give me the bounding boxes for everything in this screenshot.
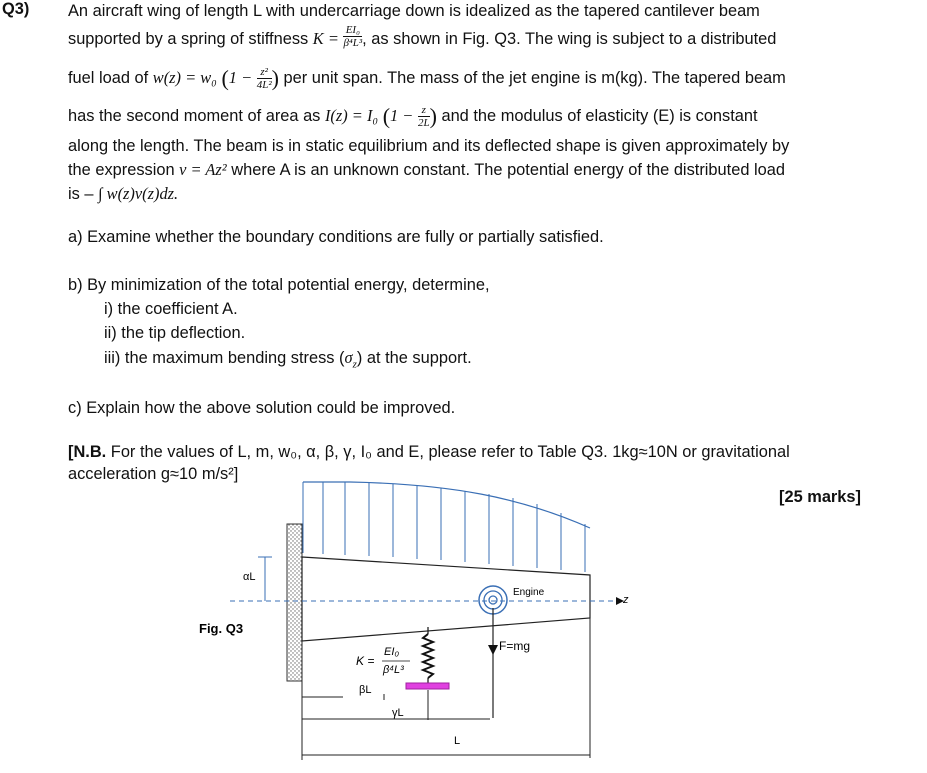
v-expression: v = Az² xyxy=(179,160,227,179)
marks-label: [25 marks] xyxy=(779,488,862,506)
paren-open-2: ( xyxy=(382,103,391,129)
part-b-ii: ii) the tip deflection. xyxy=(104,324,246,342)
question-line-3: fuel load of w(z) = w₀ (1 − $\frac{\text{z²}}{\text{4L²}}$ ) per unit span. The mass of the jet engine is m(kg). The tapered beam xyxy=(68,65,786,92)
tapered-beam xyxy=(302,557,590,641)
sigma-symbol: σ xyxy=(344,348,353,367)
length-label: L xyxy=(454,735,461,747)
k-denominator: β⁴L³ xyxy=(343,37,363,50)
spring-k-denominator: β⁴L³ xyxy=(383,664,404,676)
beta-label: βL xyxy=(359,684,372,696)
k-symbol: K = xyxy=(312,29,339,48)
line3-post: per unit span. The mass of the jet engine is m(kg). The tapered beam xyxy=(283,69,786,87)
part-b: b) By minimization of the total potential energy, determine, xyxy=(68,276,490,294)
part-b-iii-pre: iii) the maximum bending stress ( xyxy=(104,349,345,367)
line6-post: where A is an unknown constant. The potential energy of the distributed load xyxy=(231,161,785,179)
support-spring xyxy=(406,627,449,689)
line4-post: and the modulus of elasticity (E) is constant xyxy=(441,107,758,125)
w-frac-numerator: z² xyxy=(257,66,272,79)
note-line-2: acceleration g≈10 m/s²] xyxy=(68,465,239,483)
gamma-label: γL xyxy=(392,707,404,719)
note-body: For the values of L, m, w₀, α, β, γ, I₀ and E, please refer to Table Q3. 1kg≈10N or gravitational xyxy=(106,443,790,461)
part-b-i: i) the coefficient A. xyxy=(104,300,238,318)
paren-close: ) xyxy=(271,65,279,91)
note-prefix: [N.B. xyxy=(68,443,107,461)
sigma-subscript: z xyxy=(352,358,357,371)
line6-pre: the expression xyxy=(68,161,175,179)
force-arrowhead xyxy=(488,645,498,655)
z-axis-label: z xyxy=(623,594,629,606)
w-expression: w(z) = w₀ xyxy=(152,68,217,87)
k-numerator: EI₀ xyxy=(343,24,362,37)
i-frac-numerator: z xyxy=(418,104,430,117)
question-line-5: along the length. The beam is in static equilibrium and its deflected shape is given approximately by xyxy=(68,137,790,155)
line4-pre: has the second moment of area as xyxy=(68,107,321,125)
spring-k-numerator: EI₀ xyxy=(384,646,400,658)
i-expression: I(z) = I₀ xyxy=(324,106,379,125)
fixed-support-wall xyxy=(287,524,302,681)
paren-close-2: ) xyxy=(429,103,437,129)
question-number: Q3) xyxy=(2,0,30,18)
line2-post: , as shown in Fig. Q3. The wing is subject to a distributed xyxy=(362,30,777,48)
paren-open: ( xyxy=(221,65,229,91)
part-c: c) Explain how the above solution could be improved. xyxy=(68,399,456,417)
engine-label: Engine xyxy=(513,587,545,598)
force-label: F=mg xyxy=(499,639,531,653)
load-arrows xyxy=(303,482,585,572)
line2-pre: supported by a spring of stiffness xyxy=(68,30,309,48)
spring-base xyxy=(406,683,449,689)
w-frac-denominator: 4L² xyxy=(256,79,272,92)
line7-pre: is – xyxy=(68,185,94,203)
alpha-label: αL xyxy=(243,571,256,583)
part-a: a) Examine whether the boundary conditions are fully or partially satisfied. xyxy=(68,228,604,246)
part-b-iii-post: ) at the support. xyxy=(356,349,472,367)
question-line-1: An aircraft wing of length L with undercarriage down is idealized as the tapered cantilever beam xyxy=(68,2,760,20)
figure-caption: Fig. Q3 xyxy=(199,621,244,636)
line3-pre: fuel load of xyxy=(68,69,149,87)
spring-k-symbol: K = xyxy=(356,654,375,668)
distributed-load xyxy=(303,482,590,572)
pe-expression: ∫ w(z)v(z)dz. xyxy=(98,184,179,203)
i-frac-denominator: 2L xyxy=(417,117,430,130)
question-line-4: has the second moment of area as I(z) = I₀ (1 − $\frac{z}{2L}$ ) and the modulus of elasticity (E) is constant xyxy=(68,103,758,130)
